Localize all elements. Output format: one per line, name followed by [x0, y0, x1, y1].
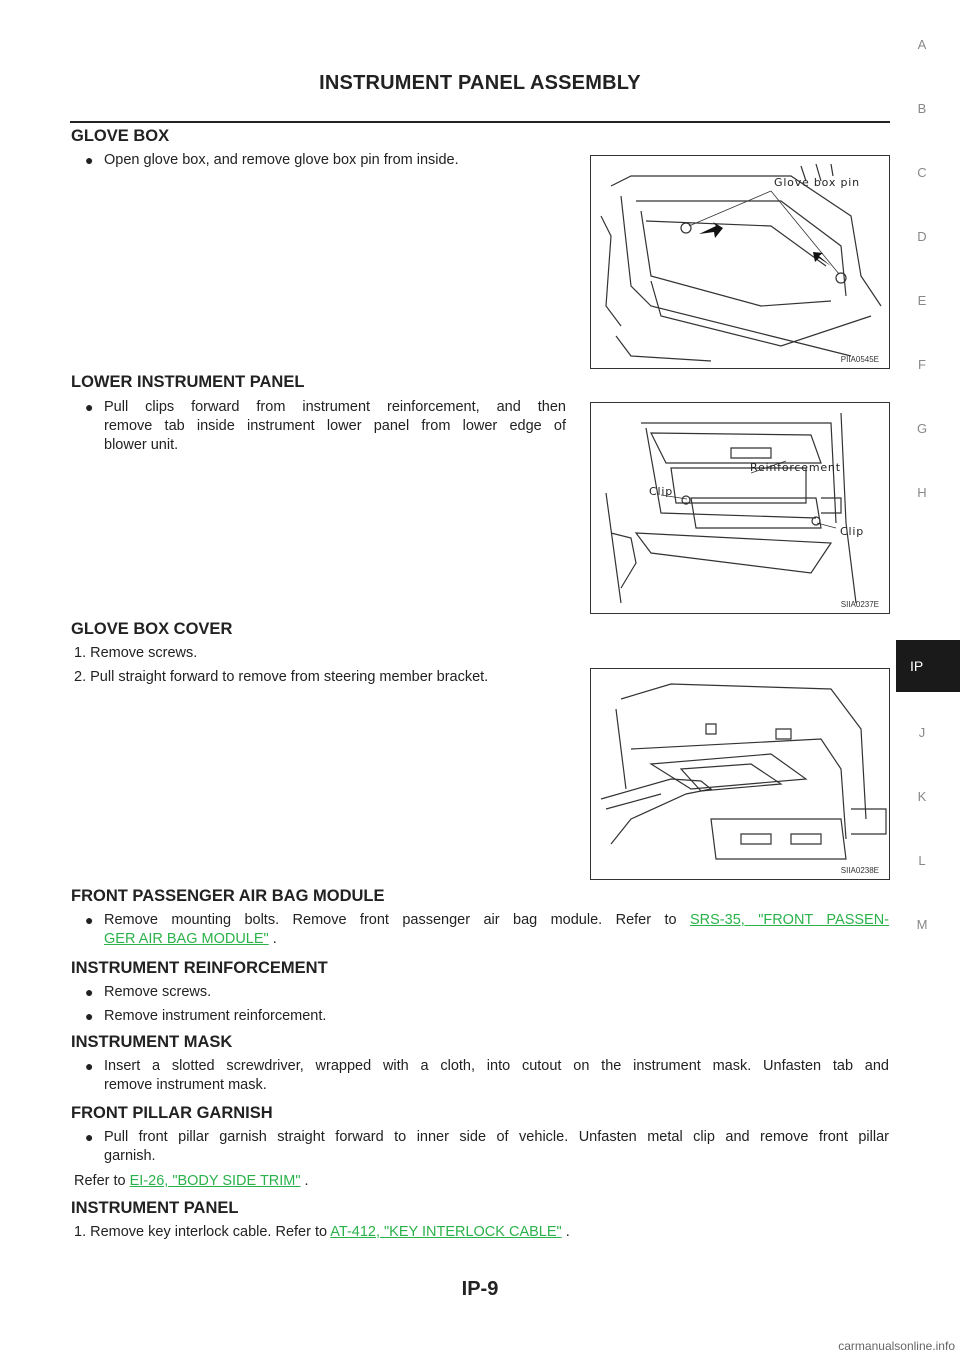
refer-tail: . [300, 1173, 309, 1189]
instrument-mask-line-1: Insert a slotted screwdriver, wrapped with a cloth, into cutout on the instrument mask. Unfasten tab and [104, 1058, 889, 1074]
page-header-title: INSTRUMENT PANEL ASSEMBLY [319, 72, 641, 94]
bullet-icon: ● [85, 984, 94, 1000]
reinforcement-item-1-text: Remove screws. [104, 984, 212, 1000]
link-srs-35-front-passenger-air-bag-module[interactable]: SRS-35, "FRONT PASSEN- [689, 912, 890, 928]
link-ei-26-body-side-trim[interactable]: EI-26, "BODY SIDE TRIM" [129, 1173, 301, 1189]
lower-panel-line-2: remove tab inside instrument lower panel from lower edge of [104, 418, 566, 434]
pillar-garnish-step [85, 1128, 889, 1166]
air-bag-step-tail: . [268, 931, 277, 947]
index-letter-a[interactable]: A [917, 37, 927, 52]
pillar-garnish-refer [74, 1172, 309, 1191]
index-letter-c[interactable]: C [917, 165, 927, 180]
bullet-icon: ● [85, 152, 94, 168]
link-srs-35-continued[interactable]: GER AIR BAG MODULE" [104, 931, 269, 947]
heading-instrument-reinforcement: INSTRUMENT REINFORCEMENT [71, 959, 328, 977]
bullet-icon: ● [85, 1008, 94, 1024]
glove-box-cover-step-1: 1. Remove screws. [74, 645, 198, 661]
index-letter-e[interactable]: E [917, 293, 927, 308]
index-letter-l[interactable]: L [918, 853, 926, 868]
bullet-icon: ● [85, 399, 94, 415]
reinforcement-item-2 [85, 1007, 327, 1026]
heading-glove-box-cover: GLOVE BOX COVER [71, 620, 233, 638]
instrument-panel-step-1 [74, 1223, 570, 1242]
heading-lower-instrument-panel: LOWER INSTRUMENT PANEL [71, 373, 305, 391]
figure-code: SIIA0237E [840, 600, 879, 609]
heading-instrument-mask: INSTRUMENT MASK [71, 1033, 233, 1051]
heading-front-pillar-garnish: FRONT PILLAR GARNISH [71, 1104, 273, 1122]
lower-panel-line-3: blower unit. [104, 437, 179, 453]
bullet-icon: ● [85, 912, 94, 928]
pillar-garnish-line-1: Pull front pillar garnish straight forward to inner side of vehicle. Unfasten metal clip and remove front pillar [104, 1129, 889, 1145]
air-bag-step-text: Remove mounting bolts. Remove front passenger air bag module. Refer to [104, 912, 677, 928]
index-letter-f[interactable]: F [918, 357, 926, 372]
index-letter-h[interactable]: H [917, 485, 927, 500]
index-letter-b[interactable]: B [917, 101, 927, 116]
figure-lower-instrument-panel [590, 402, 890, 614]
index-letter-g[interactable]: G [916, 421, 928, 436]
pillar-garnish-line-2: garnish. [104, 1148, 156, 1164]
callout-reinforcement: Reinforcement [750, 461, 841, 474]
page-number: IP-9 [461, 1278, 499, 1300]
bullet-icon: ● [85, 1129, 94, 1145]
callout-clip-right: Clip [840, 525, 864, 538]
heading-instrument-panel: INSTRUMENT PANEL [71, 1199, 239, 1217]
air-bag-step [85, 911, 890, 949]
instrument-mask-step [85, 1057, 889, 1095]
watermark: carmanualsonline.info [838, 1339, 955, 1353]
lower-panel-illustration [591, 403, 889, 613]
bullet-icon: ● [85, 1058, 94, 1074]
instrument-panel-step-text: 1. Remove key interlock cable. Refer to [74, 1224, 331, 1240]
glove-box-step-text: Open glove box, and remove glove box pin from inside. [104, 152, 459, 168]
instrument-mask-line-2: remove instrument mask. [104, 1077, 267, 1093]
heading-front-passenger-air-bag-module: FRONT PASSENGER AIR BAG MODULE [71, 887, 385, 905]
header-divider [70, 121, 890, 123]
figure-code: PIIA0545E [840, 355, 879, 364]
index-letter-m[interactable]: M [916, 917, 928, 932]
index-letter-j[interactable]: J [918, 725, 926, 740]
index-letter-k[interactable]: K [917, 789, 927, 804]
glove-box-cover-illustration [591, 669, 889, 879]
callout-glove-box-pin: Glove box pin [774, 176, 860, 189]
lower-panel-line-1: Pull clips forward from instrument reinforcement, and then [104, 399, 566, 415]
glove-box-cover-step-2: 2. Pull straight forward to remove from steering member bracket. [74, 669, 489, 685]
heading-glove-box: GLOVE BOX [71, 127, 170, 145]
figure-code: SIIA0238E [840, 866, 879, 875]
figure-glove-box [590, 155, 890, 369]
index-letter-d[interactable]: D [917, 229, 927, 244]
figure-glove-box-cover [590, 668, 890, 880]
glove-box-step [85, 151, 564, 170]
refer-label: Refer to [74, 1173, 130, 1189]
lower-panel-step [85, 398, 566, 455]
callout-clip-left: Clip [649, 485, 673, 498]
reinforcement-item-2-text: Remove instrument reinforcement. [104, 1008, 327, 1024]
reinforcement-item-1 [85, 983, 212, 1002]
instrument-panel-step-tail: . [561, 1224, 570, 1240]
index-tab-active-ip[interactable]: IP [896, 640, 960, 692]
link-at-412-key-interlock-cable[interactable]: AT-412, "KEY INTERLOCK CABLE" [330, 1224, 562, 1240]
